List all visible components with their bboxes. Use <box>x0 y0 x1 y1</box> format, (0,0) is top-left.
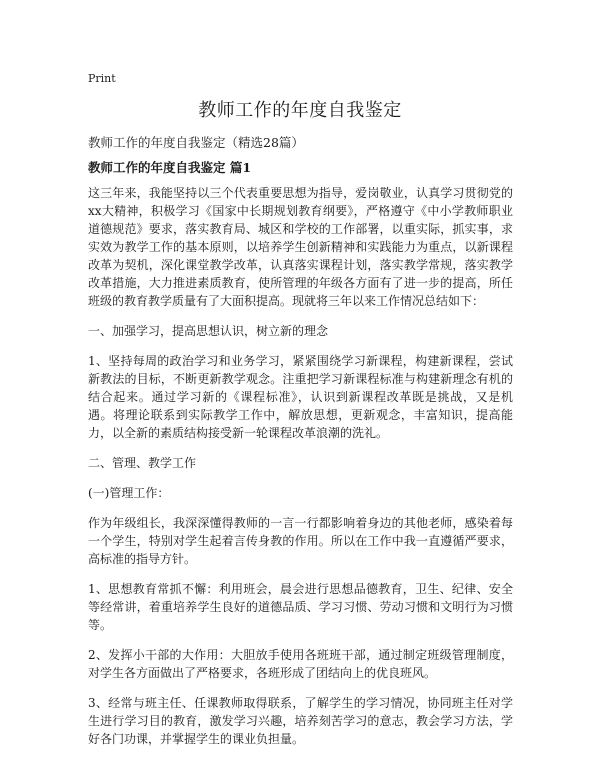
document-subtitle: 教师工作的年度自我鉴定（精选28篇） <box>88 135 304 150</box>
paragraph-leader: 作为年级组长，我深深懂得教师的一言一行都影响着身边的其他老师，感染着每一个学生，特别对学生起着言传身教的作用。所以在工作中我一直遵循严要求，高标准的指导方针。 <box>88 516 513 566</box>
print-link[interactable]: Print <box>88 72 116 85</box>
paragraph-heading-2: 二、管理、教学工作 <box>88 456 197 470</box>
document-title: 教师工作的年度自我鉴定 <box>198 100 402 121</box>
paragraph-item-2: 2、发挥小干部的大作用：大胆放手使用各班班干部，通过制定班级管理制度，对学生各方面做出了严格要求，各班形成了团结向上的优良班风。 <box>88 648 513 680</box>
paragraph-study: 1、坚持每周的政治学习和业务学习，紧紧围绕学习新课程，构建新课程，尝试新教法的目标，不断更新教学观念。注重把学习新课程标准与构建新理念有机的结合起来。通过学习新的《课程标准》，认识到新课程改革既是挑战，又是机遇。将理论联系到实际教学工作中，解放思想，更新观念，丰富知识，提高能力，以全新的素质结构接受新一轮课程改革浪潮的洗礼。 <box>88 354 513 440</box>
document-body <box>88 184 513 760</box>
section-heading: 教师工作的年度自我鉴定 篇1 <box>88 160 252 175</box>
paragraph-item-3: 3、经常与班主任、任课教师取得联系，了解学生的学习情况，协同班主任对学生进行学习目的教育，激发学习兴趣，培养刻苦学习的意志，教会学习方法，学好各门功课，并掌握学生的课业负担量。 <box>88 696 513 746</box>
paragraph-subheading: (一)管理工作： <box>88 486 170 500</box>
paragraph-intro: 这三年来，我能坚持以三个代表重要思想为指导，爱岗敬业，认真学习贯彻党的xx大精神，积极学习《国家中长期规划教育纲要》，严格遵守《中小学教师职业道德规范》要求，落实教育局、城区和学校的工作部署，以重实际，抓实事，求实效为教学工作的基本原则，以培养学生创新精神和实践能力为重点，以新课程改革为契机，深化课堂教学改革，认真落实课程计划，落实教学常规，落实教学改革措施，大力推进素质教育，使所管理的年级各方面有了进一步的提高，所任班级的教育教学质量有了大面积提高。现就将三年以来工作情况总结如下： <box>88 186 513 308</box>
paragraph-item-1: 1、思想教育常抓不懈：利用班会，晨会进行思想品德教育，卫生、纪律、安全等经常讲，着重培养学生良好的道德品质、学习习惯、劳动习惯和文明行为习惯等。 <box>88 582 513 632</box>
paragraph-heading-1: 一、加强学习，提高思想认识，树立新的理念 <box>88 324 329 338</box>
